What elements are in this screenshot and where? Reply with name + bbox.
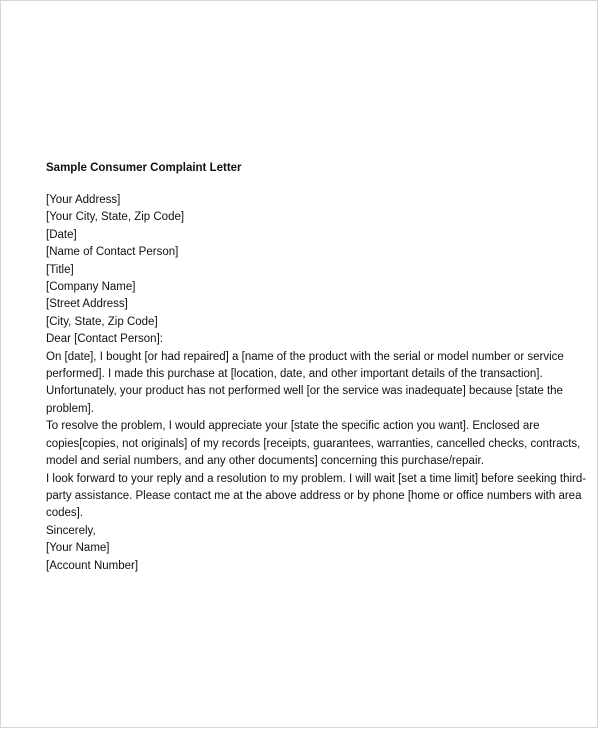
sender-address-block bbox=[46, 192, 566, 331]
paragraph-follow-up bbox=[46, 471, 587, 523]
address-line: [Name of Contact Person] bbox=[46, 246, 179, 259]
address-line: [Your Address] bbox=[46, 194, 121, 206]
address-line: [City, State, Zip Code] bbox=[46, 315, 158, 328]
address-line: [Street Address] bbox=[46, 298, 128, 311]
paragraph-line: performed]. I made this purchase at [location, date, and other important details of the transaction]. bbox=[46, 368, 543, 381]
letter-body bbox=[46, 161, 587, 575]
closing: Sincerely, bbox=[46, 524, 96, 537]
paragraph-resolution bbox=[46, 418, 581, 470]
paragraph-line: problem]. bbox=[46, 402, 94, 415]
salutation: Dear [Contact Person]: bbox=[46, 333, 163, 346]
signature-block bbox=[46, 540, 566, 575]
account-number: [Account Number] bbox=[46, 559, 139, 572]
address-line: [Company Name] bbox=[46, 281, 136, 294]
paragraph-line: On [date], I bought [or had repaired] a [name of the product with the serial or model number or service bbox=[46, 350, 564, 363]
address-line: [Date] bbox=[46, 228, 77, 241]
paragraph-line: model and serial numbers, and any other documents] concerning this purchase/repair. bbox=[46, 455, 484, 468]
paragraph-line: party assistance. Please contact me at the above address or by phone [home or office numbers with area bbox=[46, 489, 582, 502]
paragraph-purchase bbox=[46, 349, 566, 384]
address-line: [Your City, State, Zip Code] bbox=[46, 211, 185, 224]
paragraph-line: Unfortunately, your product has not performed well [or the service was inadequate] because [state the bbox=[46, 385, 563, 398]
paragraph-line: I look forward to your reply and a resolution to my problem. I will wait [set a time limit] before seeking third- bbox=[46, 472, 587, 485]
paragraph-problem bbox=[46, 383, 566, 418]
address-line: [Title] bbox=[46, 263, 74, 276]
paragraph-line: To resolve the problem, I would appreciate your [state the specific action you want]. Enclosed are bbox=[46, 420, 540, 433]
paragraph-line: codes]. bbox=[46, 507, 84, 520]
signature-name: [Your Name] bbox=[46, 542, 110, 555]
paragraph-line: copies[copies, not originals] of my records [receipts, guarantees, warranties, cancelled checks, contracts, bbox=[46, 437, 581, 450]
letter-title: Sample Consumer Complaint Letter bbox=[46, 162, 242, 174]
